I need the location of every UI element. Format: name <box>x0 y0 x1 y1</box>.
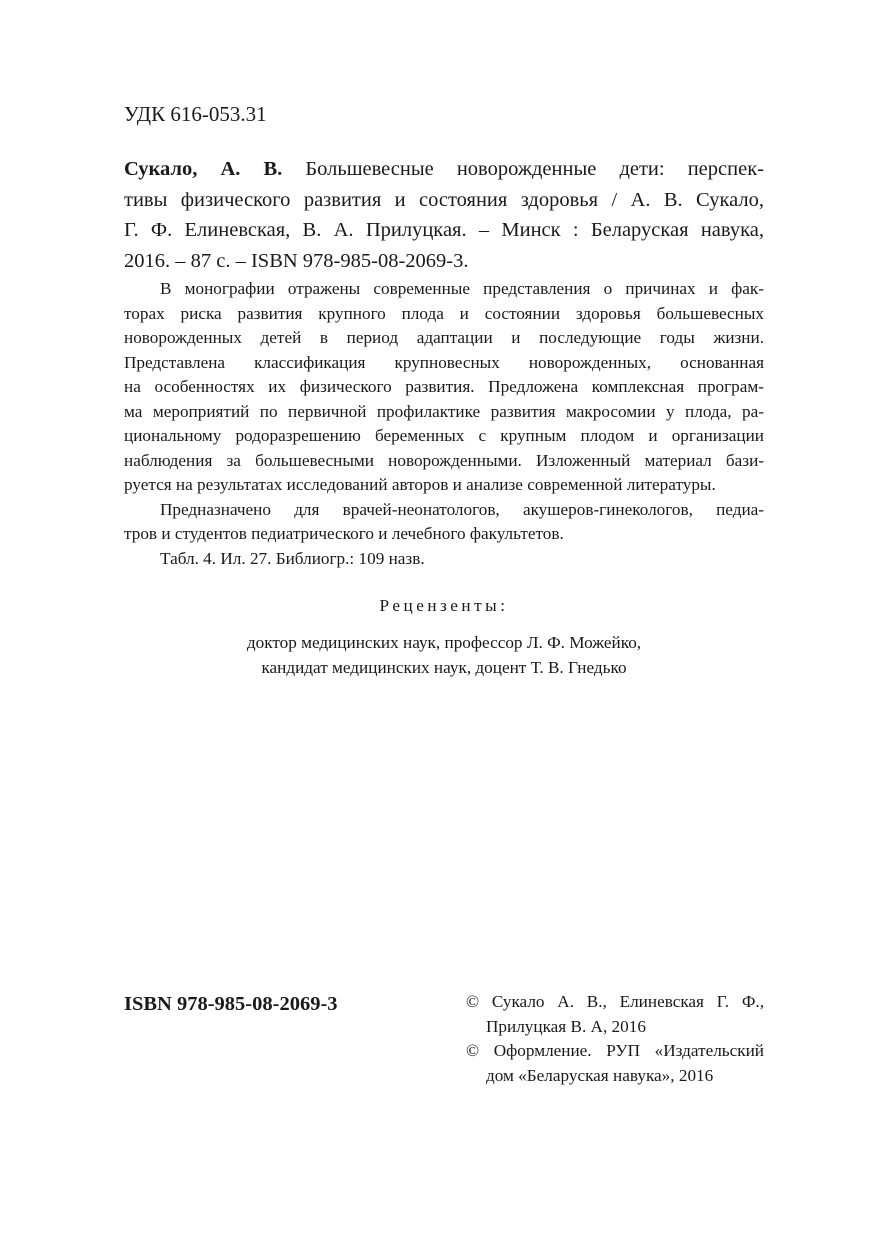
annotation-line: ма мероприятий по первичной профилактике развития макросомии у плода, ра- <box>124 401 764 421</box>
biblio-line <box>124 154 764 185</box>
copyright-entry <box>466 990 764 1039</box>
annotation-line: Табл. 4. Ил. 27. Библиогр.: 109 назв. <box>160 549 425 569</box>
annotation-line: В монографии отражены современные представления о причинах и фак- <box>160 279 764 298</box>
udc-code: УДК 616-053.31 <box>124 102 267 126</box>
reviewers <box>124 594 764 680</box>
reviewer-name: кандидат медицинских наук, доцент Т. В. Гнедько <box>261 657 627 677</box>
annotation-line: наблюдения за большевесными новорожденными. Изложенный материал бази- <box>124 450 764 470</box>
copyright-line: Прилуцкая В. А, 2016 <box>486 1016 646 1036</box>
annotation-line: тров и студентов педиатрического и лечебного факультетов. <box>124 524 564 544</box>
annotation-line: торах риска развития крупного плода и состоянии здоровья большевесных <box>124 303 764 323</box>
annotation-line: новорожденных детей в период адаптации и последующие годы жизни. <box>124 328 764 348</box>
copyright-entry <box>466 1039 764 1088</box>
annotation-line: на особенностях их физического развития. Предложена комплексная програм- <box>124 377 764 397</box>
annotation-line: циональному родоразрешению беременных с крупным плодом и организации <box>124 426 764 446</box>
reviewer-name: доктор медицинских наук, профессор Л. Ф. Можейко, <box>246 633 642 652</box>
copyright-line: дом «Беларуская навука», 2016 <box>486 1065 714 1085</box>
isbn: ISBN 978-985-08-2069-3 <box>124 993 338 1015</box>
annotation-line: Представлена классификация крупновесных новорожденных, основанная <box>124 352 764 372</box>
bibliographic-record <box>124 154 764 277</box>
biblio-title: Большевесные новорожденные дети: перспек- <box>282 158 764 180</box>
copyright-block <box>466 990 764 1088</box>
biblio-line: 2016. – 87 с. – ISBN 978-985-08-2069-3. <box>124 250 469 273</box>
annotation-line: руется на результатах исследований авторов и анализе современной литературы. <box>124 475 716 495</box>
biblio-line: Г. Ф. Елиневская, В. А. Прилуцкая. – Минск : Беларуская навука, <box>124 219 764 242</box>
biblio-line: тивы физического развития и состояния здоровья / А. В. Сукало, <box>124 188 764 211</box>
reviewers-heading: Рецензенты: <box>379 596 509 615</box>
copyright-line: © Оформление. РУП «Издательский <box>466 1041 764 1060</box>
annotation <box>124 277 764 572</box>
annotation-line: Предназначено для врачей-неонатологов, акушеров-гинекологов, педиа- <box>160 499 764 519</box>
biblio-author: Сукало, А. В. <box>124 158 283 180</box>
copyright-line: © Сукало А. В., Елиневская Г. Ф., <box>466 992 764 1011</box>
